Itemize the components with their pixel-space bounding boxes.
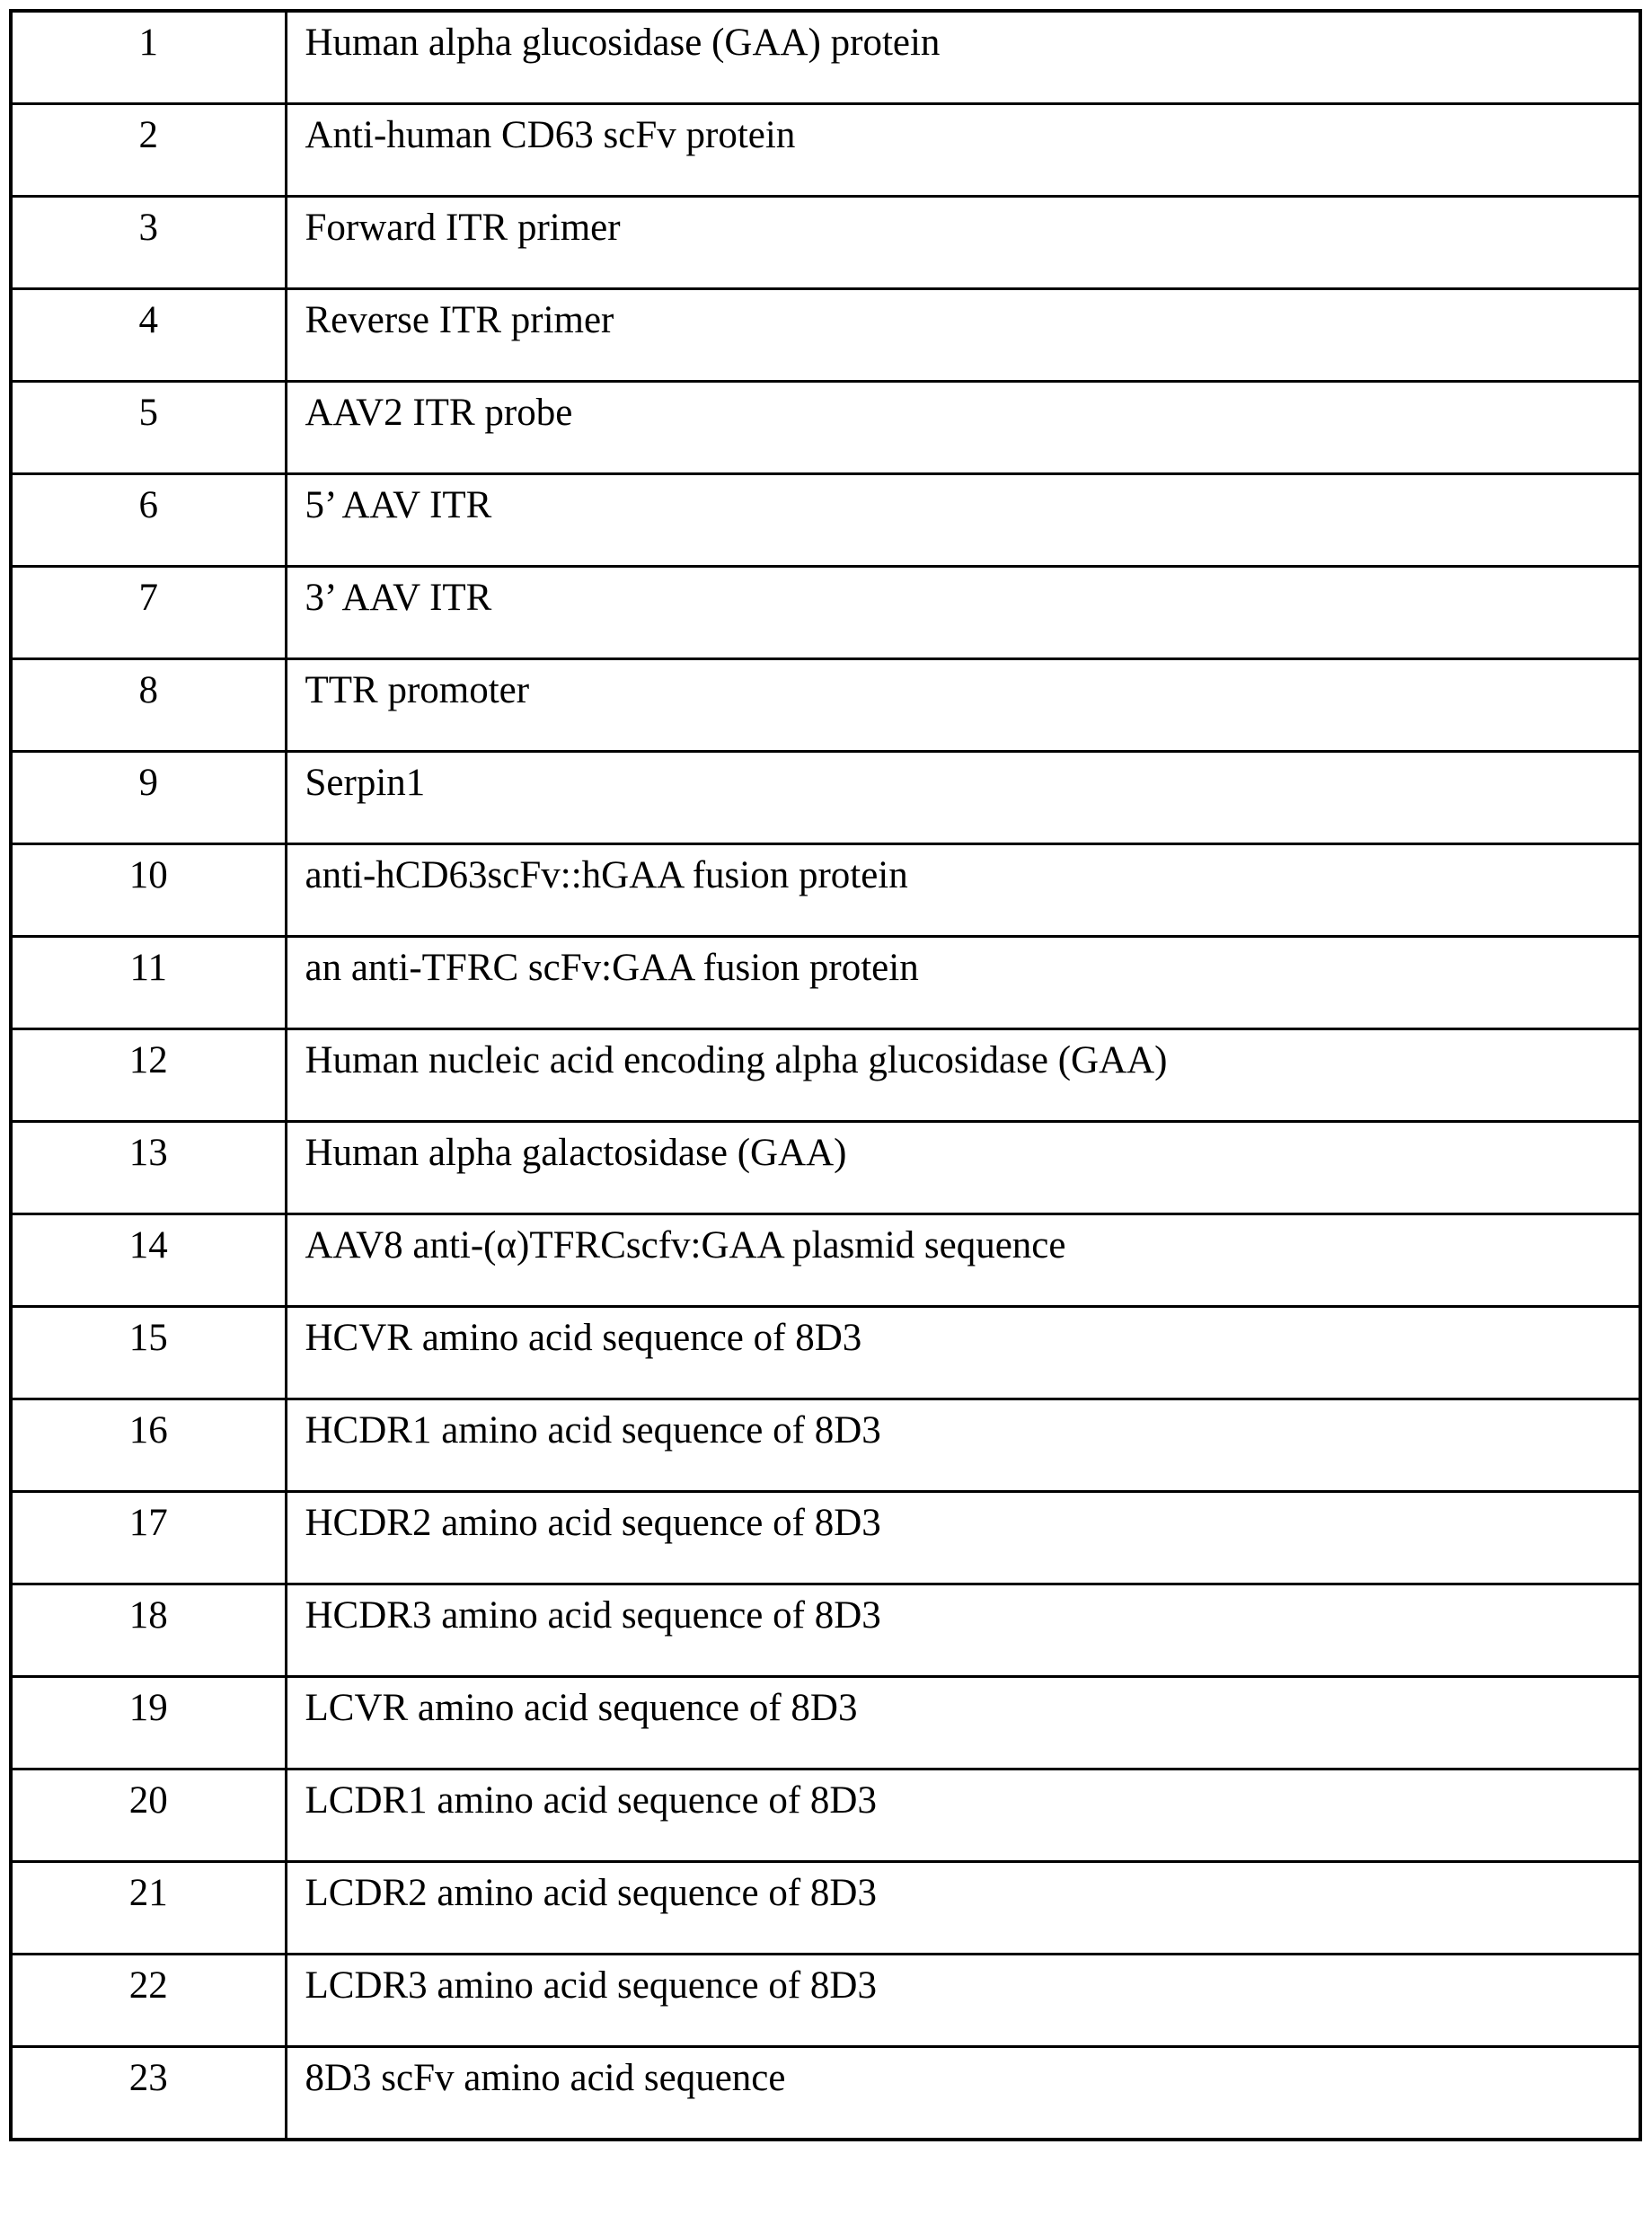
seq-id-cell xyxy=(11,1769,286,1862)
seq-id-cell xyxy=(11,844,286,937)
seq-id-cell xyxy=(11,2047,286,2140)
seq-description-cell xyxy=(286,1584,1640,1677)
seq-id-cell xyxy=(11,1122,286,1214)
sequence-table xyxy=(9,9,1642,2141)
table-row xyxy=(11,937,1640,1029)
seq-id-number: 18 xyxy=(128,1594,168,1637)
table-row xyxy=(11,11,1640,104)
seq-id-cell xyxy=(11,1307,286,1399)
seq-id-cell xyxy=(11,567,286,659)
table-row xyxy=(11,104,1640,197)
seq-id-cell xyxy=(11,1214,286,1307)
sequence-table-body xyxy=(11,11,1640,2140)
seq-id-cell xyxy=(11,197,286,289)
seq-id-number: 1 xyxy=(138,22,158,64)
seq-id-cell xyxy=(11,11,286,104)
seq-description-text: LCDR2 amino acid sequence of 8D3 xyxy=(305,1872,877,1914)
seq-id-cell xyxy=(11,1584,286,1677)
seq-description-text: an anti-TFRC scFv:GAA fusion protein xyxy=(305,947,919,989)
seq-description-text: Forward ITR primer xyxy=(305,207,621,249)
seq-id-number: 10 xyxy=(128,854,168,896)
seq-description-text: Human nucleic acid encoding alpha glucosidase (GAA) xyxy=(305,1039,1168,1081)
seq-description-cell xyxy=(286,659,1640,752)
seq-description-text: HCDR3 amino acid sequence of 8D3 xyxy=(305,1594,881,1637)
seq-id-number: 2 xyxy=(138,114,158,156)
seq-id-number: 15 xyxy=(128,1317,168,1359)
seq-id-cell xyxy=(11,1029,286,1122)
seq-id-cell xyxy=(11,1492,286,1584)
seq-id-number: 6 xyxy=(138,484,158,526)
table-row xyxy=(11,382,1640,474)
seq-description-text: 8D3 scFv amino acid sequence xyxy=(305,2057,786,2099)
table-row xyxy=(11,567,1640,659)
seq-id-number: 22 xyxy=(128,1964,168,2007)
seq-description-cell xyxy=(286,1492,1640,1584)
seq-id-number: 5 xyxy=(138,392,158,434)
seq-id-cell xyxy=(11,752,286,844)
seq-id-number: 20 xyxy=(128,1779,168,1822)
seq-id-cell xyxy=(11,937,286,1029)
seq-description-text: Serpin1 xyxy=(305,762,426,804)
table-row xyxy=(11,2047,1640,2140)
seq-description-cell xyxy=(286,1122,1640,1214)
seq-description-cell xyxy=(286,11,1640,104)
seq-description-cell xyxy=(286,1214,1640,1307)
seq-description-text: LCDR3 amino acid sequence of 8D3 xyxy=(305,1964,877,2007)
seq-id-cell xyxy=(11,1862,286,1955)
table-row xyxy=(11,844,1640,937)
seq-id-number: 16 xyxy=(128,1409,168,1452)
seq-id-number: 3 xyxy=(138,207,158,249)
seq-description-text: Human alpha glucosidase (GAA) protein xyxy=(305,22,941,64)
seq-description-text: Reverse ITR primer xyxy=(305,299,614,341)
seq-id-cell xyxy=(11,289,286,382)
table-row xyxy=(11,1029,1640,1122)
seq-description-cell xyxy=(286,289,1640,382)
seq-description-text: HCDR2 amino acid sequence of 8D3 xyxy=(305,1502,881,1544)
seq-description-text: anti-hCD63scFv::hGAA fusion protein xyxy=(305,854,908,896)
seq-id-number: 12 xyxy=(128,1039,168,1081)
seq-id-cell xyxy=(11,104,286,197)
seq-description-cell xyxy=(286,197,1640,289)
seq-description-cell xyxy=(286,1399,1640,1492)
seq-id-number: 11 xyxy=(129,947,167,989)
table-row xyxy=(11,1862,1640,1955)
seq-description-cell xyxy=(286,474,1640,567)
seq-description-cell xyxy=(286,382,1640,474)
seq-description-cell xyxy=(286,1955,1640,2047)
seq-description-cell xyxy=(286,1307,1640,1399)
seq-description-cell xyxy=(286,1677,1640,1769)
seq-description-text: TTR promoter xyxy=(305,669,530,711)
table-row xyxy=(11,197,1640,289)
seq-description-text: 5’ AAV ITR xyxy=(305,484,492,526)
seq-id-number: 23 xyxy=(128,2057,168,2099)
seq-id-number: 9 xyxy=(138,762,158,804)
seq-id-number: 19 xyxy=(128,1687,168,1729)
table-row xyxy=(11,1399,1640,1492)
seq-description-text: Anti-human CD63 scFv protein xyxy=(305,114,796,156)
seq-description-text: HCDR1 amino acid sequence of 8D3 xyxy=(305,1409,881,1452)
seq-id-cell xyxy=(11,1399,286,1492)
table-row xyxy=(11,1584,1640,1677)
seq-description-text: LCVR amino acid sequence of 8D3 xyxy=(305,1687,858,1729)
seq-id-number: 8 xyxy=(138,669,158,711)
seq-description-text: 3’ AAV ITR xyxy=(305,577,492,619)
table-row xyxy=(11,752,1640,844)
seq-id-number: 7 xyxy=(138,577,158,619)
seq-id-number: 14 xyxy=(128,1224,168,1266)
seq-description-text: Human alpha galactosidase (GAA) xyxy=(305,1132,847,1174)
seq-description-cell xyxy=(286,104,1640,197)
seq-description-cell xyxy=(286,2047,1640,2140)
seq-description-cell xyxy=(286,752,1640,844)
table-row xyxy=(11,1307,1640,1399)
table-row xyxy=(11,289,1640,382)
seq-id-cell xyxy=(11,382,286,474)
seq-id-cell xyxy=(11,474,286,567)
seq-id-cell xyxy=(11,1677,286,1769)
table-row xyxy=(11,659,1640,752)
table-row xyxy=(11,1122,1640,1214)
seq-id-number: 21 xyxy=(128,1872,168,1914)
seq-description-cell xyxy=(286,1769,1640,1862)
seq-id-number: 4 xyxy=(138,299,158,341)
table-row xyxy=(11,474,1640,567)
seq-description-text: AAV2 ITR probe xyxy=(305,392,573,434)
seq-description-cell xyxy=(286,844,1640,937)
seq-id-cell xyxy=(11,1955,286,2047)
table-row xyxy=(11,1214,1640,1307)
seq-description-cell xyxy=(286,1862,1640,1955)
seq-description-text: HCVR amino acid sequence of 8D3 xyxy=(305,1317,862,1359)
table-row xyxy=(11,1677,1640,1769)
seq-description-cell xyxy=(286,1029,1640,1122)
seq-description-text: AAV8 anti-(α)TFRCscfv:GAA plasmid sequence xyxy=(305,1224,1066,1266)
seq-description-cell xyxy=(286,567,1640,659)
table-row xyxy=(11,1769,1640,1862)
seq-description-cell xyxy=(286,937,1640,1029)
seq-id-number: 17 xyxy=(128,1502,168,1544)
table-row xyxy=(11,1492,1640,1584)
table-row xyxy=(11,1955,1640,2047)
seq-id-cell xyxy=(11,659,286,752)
seq-id-number: 13 xyxy=(128,1132,168,1174)
seq-description-text: LCDR1 amino acid sequence of 8D3 xyxy=(305,1779,877,1822)
